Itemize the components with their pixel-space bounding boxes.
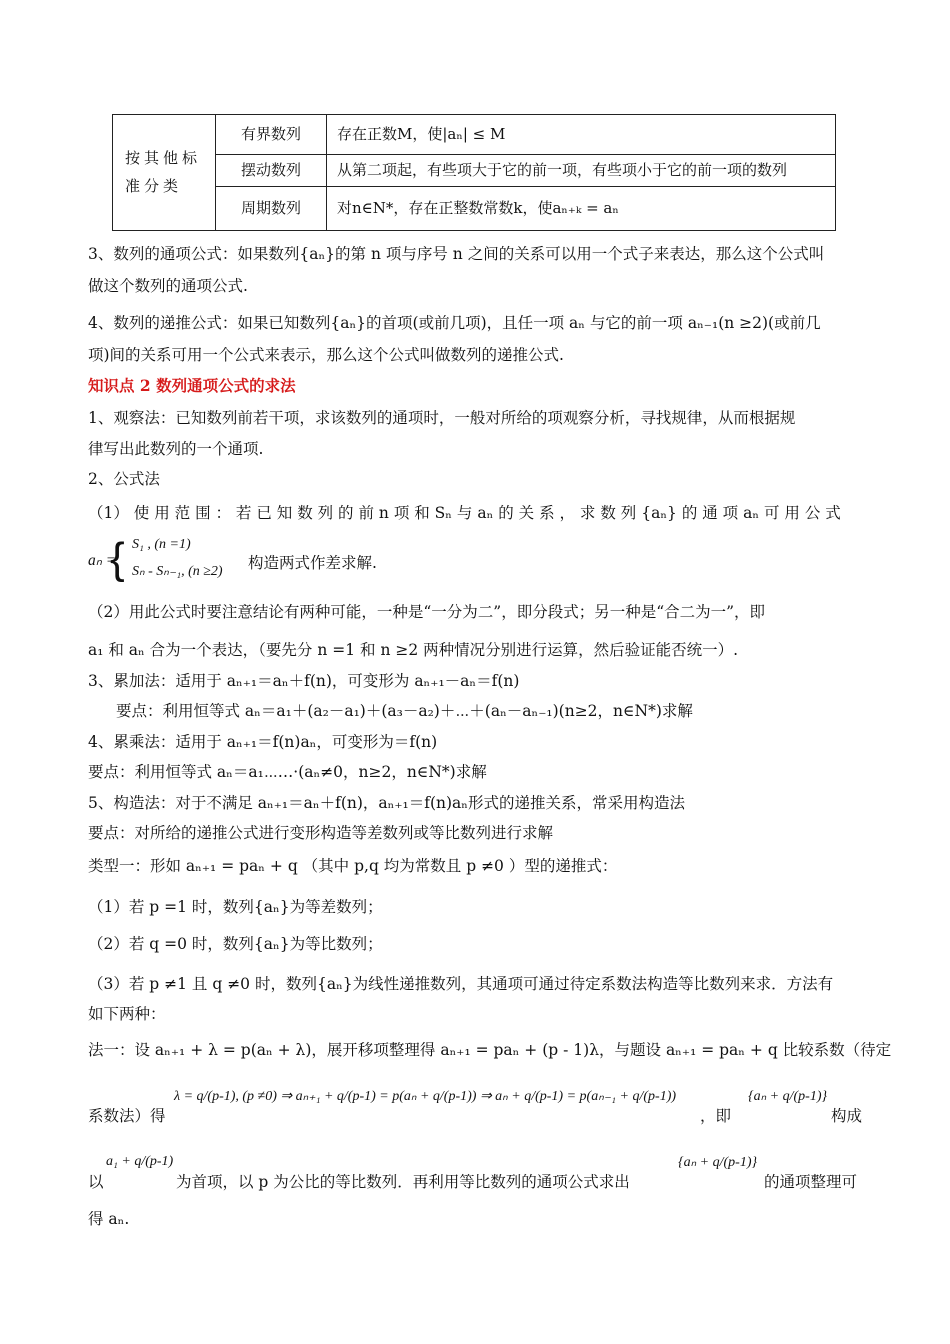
piecewise-brace: { (110, 534, 125, 583)
construction-method-line2: 要点：对所给的递推公式进行变形构造等差数列或等比数列进行求解 (88, 824, 554, 842)
piecewise-case-1: S₁ , (n =1) (132, 537, 191, 552)
section-heading: 知识点 2 数列通项公式的求法 (88, 376, 296, 395)
table-desc-oscillating: 从第二项起，有些项大于它的前一项，有些项小于它的前一项的数列 (327, 155, 836, 187)
method-one-prefix: 系数法）得 (88, 1107, 166, 1125)
piecewise-case-2: Sₙ - Sₙ₋₁, (n ≥2) (132, 564, 223, 579)
case-3-line2: 如下两种： (88, 1005, 166, 1023)
general-term-definition-line2: 做这个数列的通项公式. (88, 277, 248, 295)
conclusion-prefix: 以 (88, 1173, 104, 1191)
recurrence-definition-line1: 4、数列的递推公式：如果已知数列{aₙ}的首项(或前几项)，且任一项 aₙ 与它的前一项 aₙ₋₁(n ≥2)(或前几 (88, 314, 821, 332)
table-desc-bounded: 存在正数M，使|aₙ| ≤ M (327, 115, 836, 155)
cumulative-product-line2: 要点：利用恒等式 aₙ＝a₁⋯…·(aₙ≠0，n≥2，n∈N*)求解 (88, 763, 487, 781)
table-desc-periodic: 对n∈N*，存在正整数常数k，使aₙ₊ₖ = aₙ (327, 186, 836, 230)
cumulative-product-line1: 4、累乘法：适用于 aₙ₊₁＝f(n)aₙ，可变形为＝f(n) (88, 733, 438, 751)
method-one-equation-row (88, 1074, 864, 1134)
cumulative-sum-line1: 3、累加法：适用于 aₙ₊₁＝aₙ＋f(n)，可变形为 aₙ₊₁－aₙ＝f(n) (88, 672, 520, 690)
method-one-derivation: λ = q/(p-1), (p ≠0) ⇒ aₙ₊₁ + q/(p-1) = p(aₙ + q/(p-1)) ⇒ aₙ + q/(p-1) = p(aₙ₋₁ + q/(p-1)) (174, 1089, 677, 1104)
construction-method-line1: 5、构造法：对于不满足 aₙ₊₁＝aₙ＋f(n)，aₙ₊₁＝f(n)aₙ形式的递推关系，常采用构造法 (88, 794, 685, 812)
case-3-line1: （3）若 p ≠1 且 q ≠0 时，数列{aₙ}为线性递推数列，其通项可通过待定系数法构造等比数列来求．方法有 (88, 975, 834, 993)
piecewise-tail: 构造两式作差求解. (248, 554, 377, 572)
classification-table (112, 114, 836, 231)
conclusion-sequence: {aₙ + q/(p-1)} (678, 1155, 758, 1170)
observation-method-line2: 律写出此数列的一个通项. (88, 440, 264, 458)
method-one-final: 得 aₙ. (88, 1210, 130, 1228)
first-term: a₁ + q/(p-1) (106, 1154, 174, 1169)
table-kind-periodic: 周期数列 (216, 186, 327, 230)
recurrence-definition-line2: 项)间的关系可用一个公式来表示，那么这个公式叫做数列的递推公式. (88, 346, 564, 364)
method-one-suffix: 构成 (831, 1107, 863, 1125)
conclusion-middle: 为首项，以 p 为公比的等比数列．再利用等比数列的通项公式求出 (176, 1173, 630, 1191)
general-term-definition-line1: 3、数列的通项公式：如果数列{aₙ}的第 n 项与序号 n 之间的关系可以用一个式子来表达，那么这个公式叫 (88, 245, 825, 263)
piecewise-formula (88, 533, 848, 589)
construction-type-one: 类型一：形如 aₙ₊₁ = paₙ + q （其中 p,q 均为常数且 p ≠0 ）型的递推式： (88, 857, 618, 875)
conclusion-suffix: 的通项整理可 (764, 1173, 858, 1191)
formula-method-title: 2、公式法 (88, 470, 160, 488)
case-1: （1）若 p =1 时，数列{aₙ}为等差数列； (88, 898, 383, 916)
constructed-sequence: {aₙ + q/(p-1)} (748, 1089, 828, 1104)
formula-note-line1: （2）用此公式时要注意结论有两种可能，一种是“一分为二”，即分段式；另一种是“合二为一”，即 (88, 603, 766, 621)
piecewise-lhs: aₙ = (88, 552, 117, 569)
cumulative-sum-line2: 要点：利用恒等式 aₙ＝a₁＋(a₂－a₁)＋(a₃－a₂)＋⋯＋(aₙ－aₙ₋₁)(n≥2，n∈N*)求解 (116, 702, 693, 720)
method-one-conclusion-row (88, 1146, 864, 1196)
formula-method-scope: （1） 使 用 范 围 ： 若 已 知 数 列 的 前 n 项 和 Sₙ 与 aₙ 的 关 系 ， 求 数 列 {aₙ} 的 通 项 aₙ 可 用 公 式 (88, 504, 841, 522)
table-kind-bounded: 有界数列 (216, 115, 327, 155)
method-one-line1: 法一：设 aₙ₊₁ + λ = p(aₙ + λ)，展开移项整理得 aₙ₊₁ = paₙ + (p - 1)λ，与题设 aₙ₊₁ = paₙ + q 比较系数（待定 (88, 1041, 892, 1059)
table-kind-oscillating: 摆动数列 (216, 155, 327, 187)
table-group-label: 按其他标准分类 (113, 115, 216, 231)
method-one-middle: ，即 (700, 1107, 732, 1125)
observation-method-line1: 1、观察法：已知数列前若干项，求该数列的通项时，一般对所给的项观察分析，寻找规律，从而根据规 (88, 409, 796, 427)
case-2: （2）若 q =0 时，数列{aₙ}为等比数列； (88, 935, 383, 953)
formula-note-line2: a₁ 和 aₙ 合为一个表达，（要先分 n =1 和 n ≥2 两种情况分别进行运算，然后验证能否统一）. (88, 641, 739, 659)
